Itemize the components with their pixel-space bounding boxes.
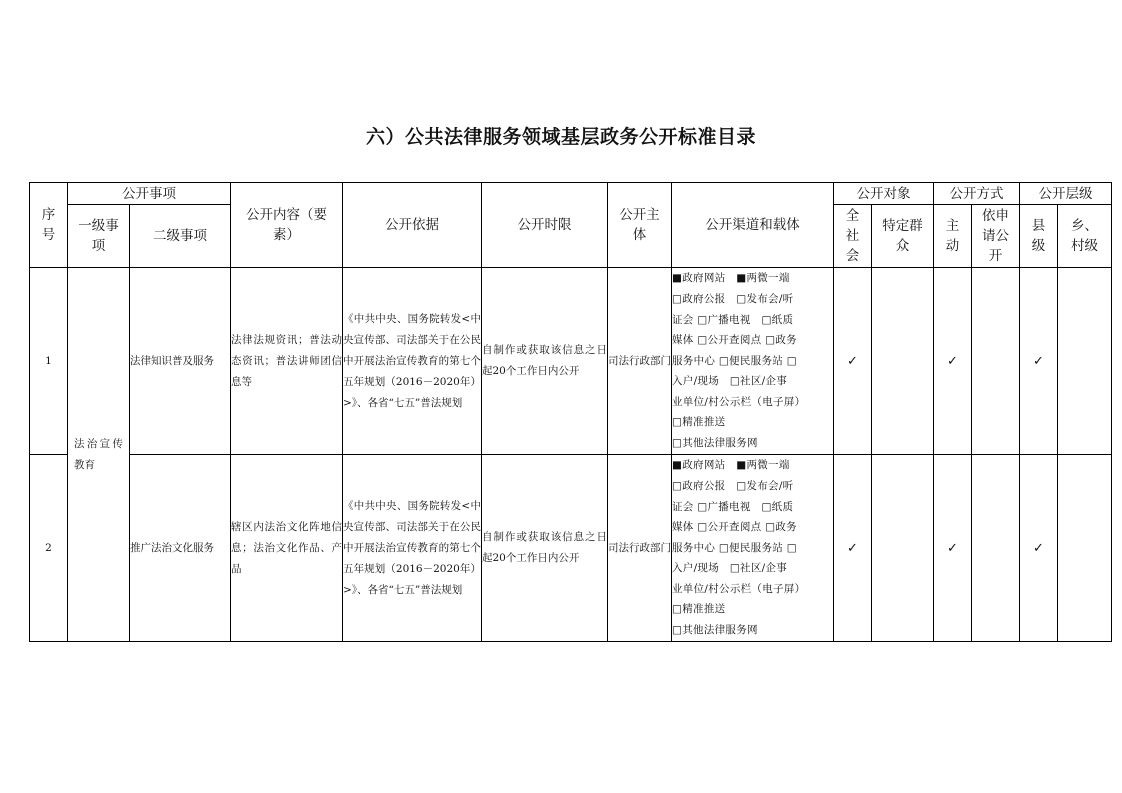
header-target-specific: 特定群众 xyxy=(872,205,934,268)
channel-line: □其他法律服务网 xyxy=(672,437,758,450)
row-target-specific-check xyxy=(872,455,934,642)
header-level2: 二级事项 xyxy=(130,205,231,268)
header-level-town: 乡、村级 xyxy=(1058,205,1112,268)
row-seq: 2 xyxy=(30,455,68,642)
table-row xyxy=(30,268,1112,455)
header-basis: 公开依据 xyxy=(343,183,482,268)
header-row-1 xyxy=(30,183,1112,205)
channel-line: 证会 □广播电视 □纸质 xyxy=(672,500,794,513)
row-method-active-check: ✓ xyxy=(934,455,972,642)
channel-line: 服务中心 □便民服务站 □ xyxy=(672,541,797,554)
header-content: 公开内容（要素） xyxy=(231,183,343,268)
channel-line: 媒体 □公开查阅点 □政务 xyxy=(672,521,797,534)
row-basis: 《中共中央、国务院转发<中央宣传部、司法部关于在公民中开展法治宣传教育的第七个五年规划（2016－2020年）>》、各省“七五”普法规划 xyxy=(343,268,482,455)
channel-line: 入户/现场 □社区/企事 xyxy=(672,375,788,388)
row-content: 辖区内法治文化阵地信息；法治文化作品、产品 xyxy=(231,455,343,642)
row-method-active-check: ✓ xyxy=(934,268,972,455)
header-channel: 公开渠道和载体 xyxy=(672,183,834,268)
row-time-limit: 自制作或获取该信息之日起20个工作日内公开 xyxy=(482,268,608,455)
channel-line: 证会 □广播电视 □纸质 xyxy=(672,313,794,326)
channel-line: 业单位/村公示栏（电子屏） xyxy=(672,582,806,595)
header-method-group: 公开方式 xyxy=(934,183,1020,205)
channel-line: □其他法律服务网 xyxy=(672,624,758,637)
header-target-all: 全社会 xyxy=(834,205,872,268)
row-level-county-check: ✓ xyxy=(1020,268,1058,455)
row-method-apply-check xyxy=(972,455,1020,642)
header-time-limit: 公开时限 xyxy=(482,183,608,268)
table-row xyxy=(30,455,1112,642)
row-subject: 司法行政部门 xyxy=(608,455,672,642)
disclosure-catalog-table xyxy=(29,182,1112,642)
row-level2: 法律知识普及服务 xyxy=(130,268,231,455)
row-level-county-check: ✓ xyxy=(1020,455,1058,642)
row-target-all-check: ✓ xyxy=(834,268,872,455)
channel-line: □精准推送 xyxy=(672,603,726,616)
header-subject: 公开主体 xyxy=(608,183,672,268)
row-method-apply-check xyxy=(972,268,1020,455)
channel-line: ■政府网站 ■两微一端 xyxy=(672,272,790,285)
header-items-group: 公开事项 xyxy=(68,183,231,205)
row-level-town-check xyxy=(1058,268,1112,455)
header-level1: 一级事项 xyxy=(68,205,130,268)
row-seq: 1 xyxy=(30,268,68,455)
row-level2: 推广法治文化服务 xyxy=(130,455,231,642)
level1-item: 法治宣传教育 xyxy=(68,268,130,642)
header-level-county: 县级 xyxy=(1020,205,1058,268)
channel-line: □政府公报 □发布会/听 xyxy=(672,479,794,492)
row-level-town-check xyxy=(1058,455,1112,642)
header-method-apply: 依申请公开 xyxy=(972,205,1020,268)
header-seq: 序号 xyxy=(30,183,68,268)
row-content: 法律法规资讯；普法动态资讯；普法讲师团信息等 xyxy=(231,268,343,455)
page-title: 六）公共法律服务领域基层政务公开标准目录 xyxy=(365,126,756,148)
channel-line: □政府公报 □发布会/听 xyxy=(672,292,794,305)
channel-line: ■政府网站 ■两微一端 xyxy=(672,459,790,472)
channel-line: □精准推送 xyxy=(672,416,726,429)
row-target-specific-check xyxy=(872,268,934,455)
row-channels xyxy=(672,455,834,642)
row-channels xyxy=(672,268,834,455)
header-method-active: 主动 xyxy=(934,205,972,268)
header-target-group: 公开对象 xyxy=(834,183,934,205)
header-level-group: 公开层级 xyxy=(1020,183,1112,205)
channel-line: 入户/现场 □社区/企事 xyxy=(672,562,788,575)
row-target-all-check: ✓ xyxy=(834,455,872,642)
channel-line: 业单位/村公示栏（电子屏） xyxy=(672,395,806,408)
row-time-limit: 自制作或获取该信息之日起20个工作日内公开 xyxy=(482,455,608,642)
channel-line: 服务中心 □便民服务站 □ xyxy=(672,354,797,367)
channel-line: 媒体 □公开查阅点 □政务 xyxy=(672,334,797,347)
row-basis: 《中共中央、国务院转发<中央宣传部、司法部关于在公民中开展法治宣传教育的第七个五年规划（2016－2020年）>》、各省“七五”普法规划 xyxy=(343,455,482,642)
row-subject: 司法行政部门 xyxy=(608,268,672,455)
